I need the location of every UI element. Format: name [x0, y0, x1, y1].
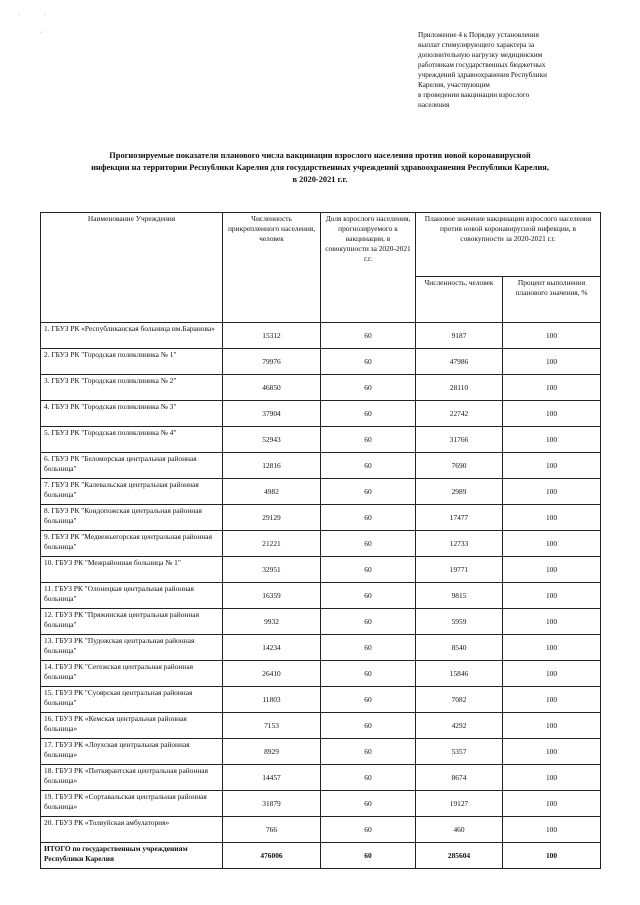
- table-row: [41, 401, 601, 427]
- population-cell: 7153: [223, 713, 321, 739]
- institution-name: 19. ГБУЗ РК «Сортавальская центральная районная больница»: [41, 791, 223, 817]
- share-cell: 60: [321, 661, 416, 687]
- table-row: [41, 791, 601, 817]
- header-plan-count: Численность, человек: [416, 277, 503, 323]
- institution-name: 15. ГБУЗ РК "Суоярская центральная районная больница": [41, 687, 223, 713]
- plan-percent-cell: 100: [503, 791, 601, 817]
- total-row: [41, 843, 601, 869]
- table-row: [41, 375, 601, 401]
- share-cell: 60: [321, 817, 416, 843]
- table-row: [41, 687, 601, 713]
- header-name: Наименование Учреждения: [41, 213, 223, 323]
- share-cell: 60: [321, 453, 416, 479]
- institution-name: 9. ГБУЗ РК "Медвежьегорская центральная районная больница": [41, 531, 223, 557]
- institution-name: 8. ГБУЗ РК "Кондопожская центральная районная больница": [41, 505, 223, 531]
- share-cell: 60: [321, 401, 416, 427]
- plan-count-cell: 47986: [416, 349, 503, 375]
- annex-line: в проведении вакцинации взрослого: [418, 91, 530, 99]
- header-population: Численность прикрепленного населения, человек: [223, 213, 321, 323]
- plan-percent-cell: 100: [503, 739, 601, 765]
- plan-percent-cell: 100: [503, 583, 601, 609]
- header-plan-group: Плановое значение вакцинации взрослого населения против новой коронавирусной инфекции, в совокупности за 2020-2021 г.г.: [416, 213, 601, 277]
- share-cell: 60: [321, 349, 416, 375]
- institution-name: 4. ГБУЗ РК "Городская поликлиника № 3": [41, 401, 223, 427]
- population-cell: 8929: [223, 739, 321, 765]
- population-cell: 21221: [223, 531, 321, 557]
- document-title: [55, 150, 585, 186]
- plan-count-cell: 12733: [416, 531, 503, 557]
- plan-percent-cell: 100: [503, 531, 601, 557]
- scan-speck: ·: [40, 30, 42, 36]
- institution-name: 18. ГБУЗ РК «Питкярантская центральная районная больница»: [41, 765, 223, 791]
- table-row: [41, 583, 601, 609]
- population-cell: 15312: [223, 323, 321, 349]
- share-cell: 60: [321, 843, 416, 869]
- table-row: [41, 817, 601, 843]
- plan-percent-cell: 100: [503, 505, 601, 531]
- population-cell: 31879: [223, 791, 321, 817]
- table-row: [41, 739, 601, 765]
- share-cell: 60: [321, 375, 416, 401]
- share-cell: 60: [321, 713, 416, 739]
- institution-name: 13. ГБУЗ РК "Пудожская центральная районная больница": [41, 635, 223, 661]
- table-row: [41, 661, 601, 687]
- institution-name: 5. ГБУЗ РК "Городская поликлиника № 4": [41, 427, 223, 453]
- table-row: [41, 531, 601, 557]
- plan-percent-cell: 100: [503, 661, 601, 687]
- institution-name: 2. ГБУЗ РК "Городская поликлиника № 1": [41, 349, 223, 375]
- share-cell: 60: [321, 609, 416, 635]
- plan-percent-cell: 100: [503, 479, 601, 505]
- population-cell: 766: [223, 817, 321, 843]
- plan-percent-cell: 100: [503, 765, 601, 791]
- table-row: [41, 635, 601, 661]
- plan-percent-cell: 100: [503, 427, 601, 453]
- title-line: Прогнозируемые показатели планового числа вакцинации взрослого населения против новой коронавирусной: [109, 151, 531, 160]
- institution-name: 6. ГБУЗ РК "Беломорская центральная районная больница": [41, 453, 223, 479]
- table-row: [41, 427, 601, 453]
- share-cell: 60: [321, 583, 416, 609]
- plan-count-cell: 4292: [416, 713, 503, 739]
- annex-note: [418, 30, 598, 110]
- institution-name: ИТОГО по государственным учреждениям Республики Карелия: [41, 843, 223, 869]
- plan-count-cell: 7082: [416, 687, 503, 713]
- table-row: [41, 765, 601, 791]
- plan-count-cell: 9815: [416, 583, 503, 609]
- plan-count-cell: 31766: [416, 427, 503, 453]
- annex-line: работникам государственных бюджетных: [418, 61, 546, 69]
- institution-name: 10. ГБУЗ РК "Межрайонная больница № 1": [41, 557, 223, 583]
- institution-name: 11. ГБУЗ РК "Олонецкая центральная районная больница": [41, 583, 223, 609]
- plan-percent-cell: 100: [503, 687, 601, 713]
- population-cell: 476006: [223, 843, 321, 869]
- annex-line: выплат стимулирующего характера за: [418, 41, 535, 49]
- plan-count-cell: 7690: [416, 453, 503, 479]
- table-row: [41, 323, 601, 349]
- share-cell: 60: [321, 791, 416, 817]
- scan-speck: ·: [44, 12, 46, 18]
- table-row: [41, 453, 601, 479]
- annex-line: учреждений здравоохранения Республики: [418, 71, 547, 79]
- institution-name: 17. ГБУЗ РК «Лоухская центральная районная больница»: [41, 739, 223, 765]
- population-cell: 4982: [223, 479, 321, 505]
- share-cell: 60: [321, 505, 416, 531]
- share-cell: 60: [321, 739, 416, 765]
- annex-line: дополнительную нагрузку медицинским: [418, 51, 543, 59]
- institution-name: 3. ГБУЗ РК "Городская поликлиника № 2": [41, 375, 223, 401]
- plan-count-cell: 22742: [416, 401, 503, 427]
- population-cell: 11803: [223, 687, 321, 713]
- population-cell: 14457: [223, 765, 321, 791]
- share-cell: 60: [321, 323, 416, 349]
- title-line: в 2020-2021 г.г.: [292, 175, 348, 184]
- share-cell: 60: [321, 765, 416, 791]
- share-cell: 60: [321, 687, 416, 713]
- share-cell: 60: [321, 531, 416, 557]
- annex-line: Карелия, участвующим: [418, 81, 490, 89]
- plan-count-cell: 9187: [416, 323, 503, 349]
- table-row: [41, 609, 601, 635]
- plan-count-cell: 285604: [416, 843, 503, 869]
- vaccination-table: [40, 212, 601, 869]
- plan-count-cell: 8674: [416, 765, 503, 791]
- population-cell: 32951: [223, 557, 321, 583]
- plan-count-cell: 17477: [416, 505, 503, 531]
- share-cell: 60: [321, 557, 416, 583]
- scan-speck: ·: [18, 12, 20, 18]
- annex-line: населения: [418, 101, 450, 109]
- plan-count-cell: 5959: [416, 609, 503, 635]
- header-share: Доля взрослого населения, прогнозируемого к вакцинации, в совокупности за 2020-2021 г.г.: [321, 213, 416, 323]
- population-cell: 16359: [223, 583, 321, 609]
- institution-name: 14. ГБУЗ РК "Сегежская центральная районная больница": [41, 661, 223, 687]
- population-cell: 79976: [223, 349, 321, 375]
- title-line: инфекции на территории Республики Карелия для государственных учреждений здравоохранения Республики Карелия,: [91, 163, 549, 172]
- plan-percent-cell: 100: [503, 453, 601, 479]
- share-cell: 60: [321, 635, 416, 661]
- population-cell: 26410: [223, 661, 321, 687]
- table-row: [41, 349, 601, 375]
- plan-count-cell: 5357: [416, 739, 503, 765]
- institution-name: 12. ГБУЗ РК "Пряжинская центральная районная больница": [41, 609, 223, 635]
- plan-percent-cell: 100: [503, 375, 601, 401]
- plan-percent-cell: 100: [503, 349, 601, 375]
- population-cell: 37904: [223, 401, 321, 427]
- table-row: [41, 713, 601, 739]
- population-cell: 29129: [223, 505, 321, 531]
- plan-percent-cell: 100: [503, 323, 601, 349]
- plan-percent-cell: 100: [503, 609, 601, 635]
- institution-name: 7. ГБУЗ РК "Калевальская центральная районная больница": [41, 479, 223, 505]
- plan-percent-cell: 100: [503, 635, 601, 661]
- institution-name: 1. ГБУЗ РК «Республиканская больница им.Баранова»: [41, 323, 223, 349]
- population-cell: 52943: [223, 427, 321, 453]
- plan-percent-cell: 100: [503, 401, 601, 427]
- plan-percent-cell: 100: [503, 557, 601, 583]
- institution-name: 20. ГБУЗ РК «Толвуйская амбулатория»: [41, 817, 223, 843]
- institution-name: 16. ГБУЗ РК «Кемская центральная районная больница»: [41, 713, 223, 739]
- table-row: [41, 505, 601, 531]
- table-row: [41, 479, 601, 505]
- header-plan-percent: Процент выполнения планового значения, %: [503, 277, 601, 323]
- table-row: [41, 557, 601, 583]
- plan-count-cell: 8540: [416, 635, 503, 661]
- share-cell: 60: [321, 427, 416, 453]
- annex-line: Приложение 4 к Порядку установления: [418, 31, 539, 39]
- plan-count-cell: 19127: [416, 791, 503, 817]
- plan-count-cell: 19771: [416, 557, 503, 583]
- plan-percent-cell: 100: [503, 817, 601, 843]
- plan-count-cell: 15846: [416, 661, 503, 687]
- share-cell: 60: [321, 479, 416, 505]
- population-cell: 46850: [223, 375, 321, 401]
- plan-count-cell: 460: [416, 817, 503, 843]
- plan-count-cell: 28110: [416, 375, 503, 401]
- population-cell: 12816: [223, 453, 321, 479]
- population-cell: 9932: [223, 609, 321, 635]
- plan-percent-cell: 100: [503, 843, 601, 869]
- population-cell: 14234: [223, 635, 321, 661]
- plan-count-cell: 2989: [416, 479, 503, 505]
- plan-percent-cell: 100: [503, 713, 601, 739]
